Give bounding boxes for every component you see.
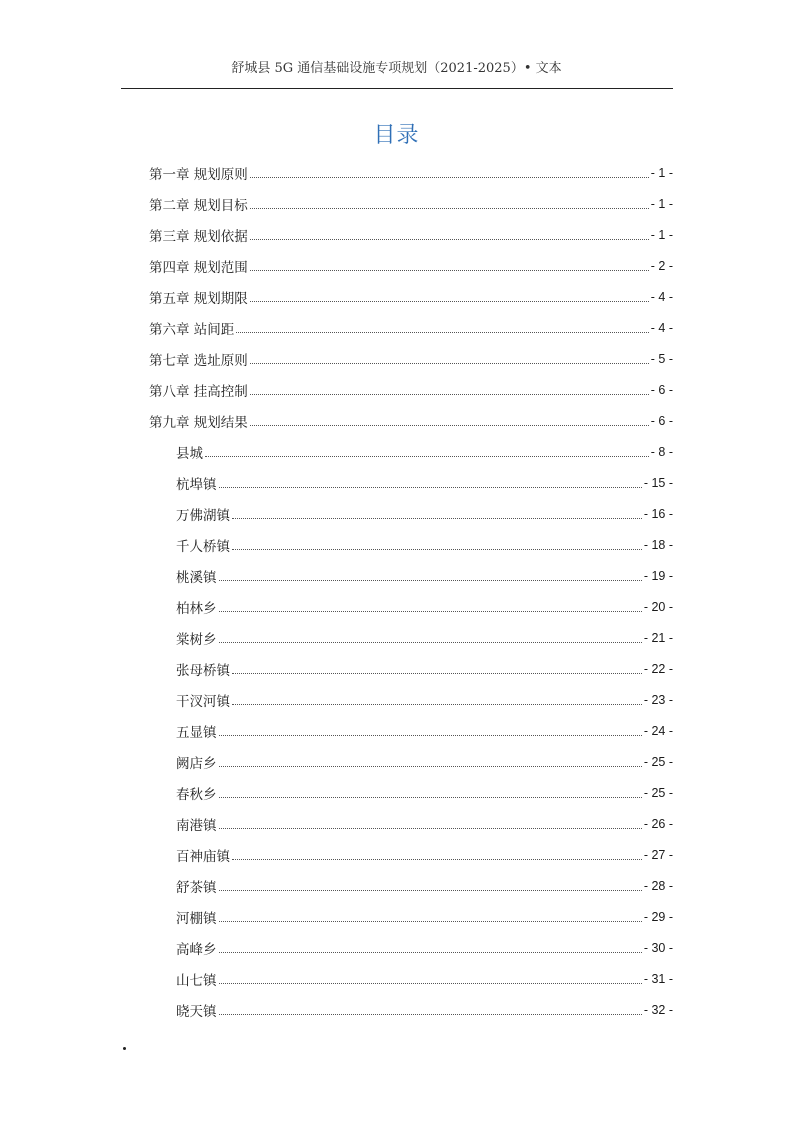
toc-entry-page-number: - 30 - (643, 940, 673, 955)
toc-dot-leader (250, 394, 649, 395)
toc-entry-page-number: - 20 - (643, 599, 673, 614)
toc-entry-label: 万佛湖镇 (176, 507, 230, 524)
toc-dot-leader (250, 177, 649, 178)
toc-entry-label: 县城 (176, 445, 203, 462)
toc-entry-label: 晓天镇 (176, 1003, 217, 1020)
toc-section-entry[interactable] (0, 808, 673, 839)
toc-entry-page-number: - 4 - (650, 289, 673, 304)
toc-entry-page-number: - 16 - (643, 506, 673, 521)
toc-entry-label: 山七镇 (176, 972, 217, 989)
toc-entry-label: 舒茶镇 (176, 879, 217, 896)
toc-entry-label: 高峰乡 (176, 941, 217, 958)
toc-section-entry[interactable] (0, 994, 673, 1025)
toc-entry-label: 柏林乡 (176, 600, 217, 617)
toc-entry-label: 五显镇 (176, 724, 217, 741)
page-header: 舒城县 5G 通信基础设施专项规划（2021-2025）• 文本 (231, 61, 562, 76)
toc-entry-label: 第四章 规划范围 (149, 259, 248, 276)
toc-entry-label: 干汊河镇 (176, 693, 230, 710)
toc-entry-page-number: - 23 - (643, 692, 673, 707)
toc-section-entry[interactable] (0, 529, 673, 560)
toc-entry-page-number: - 32 - (643, 1002, 673, 1017)
toc-dot-leader (205, 456, 649, 457)
toc-dot-leader (232, 859, 642, 860)
toc-dot-leader (219, 1014, 642, 1015)
toc-section-entry[interactable] (0, 932, 673, 963)
toc-entry-page-number: - 19 - (643, 568, 673, 583)
toc-dot-leader (219, 580, 642, 581)
toc-section-entry[interactable] (0, 591, 673, 622)
toc-entry-page-number: - 25 - (643, 754, 673, 769)
toc-entry-page-number: - 29 - (643, 909, 673, 924)
toc-section-entry[interactable] (0, 467, 673, 498)
toc-section-entry[interactable] (0, 622, 673, 653)
toc-entry-label: 第六章 站间距 (149, 321, 235, 338)
toc-entry-page-number: - 6 - (650, 382, 673, 397)
toc-dot-leader (219, 487, 642, 488)
toc-dot-leader (250, 301, 649, 302)
toc-entry-page-number: - 4 - (650, 320, 673, 335)
toc-dot-leader (250, 363, 649, 364)
toc-section-entry[interactable] (0, 436, 673, 467)
toc-entry-page-number: - 1 - (650, 227, 673, 242)
toc-dot-leader (219, 952, 642, 953)
toc-title: 目录 (373, 123, 420, 148)
table-of-contents (0, 157, 793, 1025)
toc-dot-leader (219, 642, 642, 643)
toc-entry-page-number: - 28 - (643, 878, 673, 893)
toc-entry-label: 第一章 规划原则 (149, 166, 248, 183)
toc-entry-page-number: - 8 - (650, 444, 673, 459)
toc-entry-page-number: - 2 - (650, 258, 673, 273)
toc-entry-page-number: - 18 - (643, 537, 673, 552)
toc-entry-page-number: - 1 - (650, 196, 673, 211)
toc-entry-page-number: - 21 - (643, 630, 673, 645)
toc-dot-leader (232, 704, 642, 705)
toc-entry-page-number: - 6 - (650, 413, 673, 428)
toc-entry-label: 第九章 规划结果 (149, 414, 248, 431)
toc-entry-page-number: - 1 - (650, 165, 673, 180)
toc-dot-leader (232, 549, 642, 550)
toc-entry-label: 棠树乡 (176, 631, 217, 648)
toc-entry-label: 第七章 选址原则 (149, 352, 248, 369)
toc-entry-label: 第五章 规划期限 (149, 290, 248, 307)
toc-entry-page-number: - 24 - (643, 723, 673, 738)
toc-entry-label: 张母桥镇 (176, 662, 230, 679)
toc-chapter-entry[interactable] (0, 219, 673, 250)
toc-chapter-entry[interactable] (0, 374, 673, 405)
toc-dot-leader (219, 611, 642, 612)
toc-dot-leader (250, 270, 649, 271)
toc-dot-leader (219, 735, 642, 736)
toc-section-entry[interactable] (0, 715, 673, 746)
toc-entry-label: 河棚镇 (176, 910, 217, 927)
toc-entry-page-number: - 5 - (650, 351, 673, 366)
toc-entry-label: 百神庙镇 (176, 848, 230, 865)
toc-section-entry[interactable] (0, 963, 673, 994)
toc-dot-leader (219, 921, 642, 922)
toc-entry-label: 阙店乡 (176, 755, 217, 772)
toc-chapter-entry[interactable] (0, 250, 673, 281)
toc-dot-leader (219, 828, 642, 829)
toc-chapter-entry[interactable] (0, 312, 673, 343)
toc-entry-label: 杭埠镇 (176, 476, 217, 493)
toc-section-entry[interactable] (0, 870, 673, 901)
toc-chapter-entry[interactable] (0, 188, 673, 219)
toc-entry-page-number: - 27 - (643, 847, 673, 862)
toc-entry-label: 春秋乡 (176, 786, 217, 803)
toc-dot-leader (219, 766, 642, 767)
toc-section-entry[interactable] (0, 901, 673, 932)
toc-entry-label: 千人桥镇 (176, 538, 230, 555)
toc-entry-label: 南港镇 (176, 817, 217, 834)
toc-dot-leader (219, 797, 642, 798)
toc-dot-leader (250, 208, 649, 209)
header-divider (121, 88, 673, 89)
toc-dot-leader (250, 425, 649, 426)
toc-dot-leader (219, 983, 642, 984)
toc-entry-label: 第三章 规划依据 (149, 228, 248, 245)
toc-dot-leader (236, 332, 648, 333)
toc-section-entry[interactable] (0, 560, 673, 591)
toc-entry-page-number: - 26 - (643, 816, 673, 831)
toc-entry-page-number: - 22 - (643, 661, 673, 676)
toc-chapter-entry[interactable] (0, 405, 673, 436)
toc-dot-leader (232, 673, 642, 674)
toc-dot-leader (232, 518, 642, 519)
toc-entry-label: 第二章 规划目标 (149, 197, 248, 214)
toc-dot-leader (250, 239, 649, 240)
footer-dot (123, 1047, 126, 1050)
toc-chapter-entry[interactable] (0, 281, 673, 312)
toc-section-entry[interactable] (0, 653, 673, 684)
toc-section-entry[interactable] (0, 684, 673, 715)
toc-entry-page-number: - 25 - (643, 785, 673, 800)
toc-dot-leader (219, 890, 642, 891)
toc-chapter-entry[interactable] (0, 157, 673, 188)
toc-section-entry[interactable] (0, 839, 673, 870)
toc-section-entry[interactable] (0, 746, 673, 777)
toc-entry-page-number: - 31 - (643, 971, 673, 986)
toc-chapter-entry[interactable] (0, 343, 673, 374)
toc-section-entry[interactable] (0, 777, 673, 808)
toc-section-entry[interactable] (0, 498, 673, 529)
toc-entry-page-number: - 15 - (643, 475, 673, 490)
toc-entry-label: 第八章 挂高控制 (149, 383, 248, 400)
toc-entry-label: 桃溪镇 (176, 569, 217, 586)
